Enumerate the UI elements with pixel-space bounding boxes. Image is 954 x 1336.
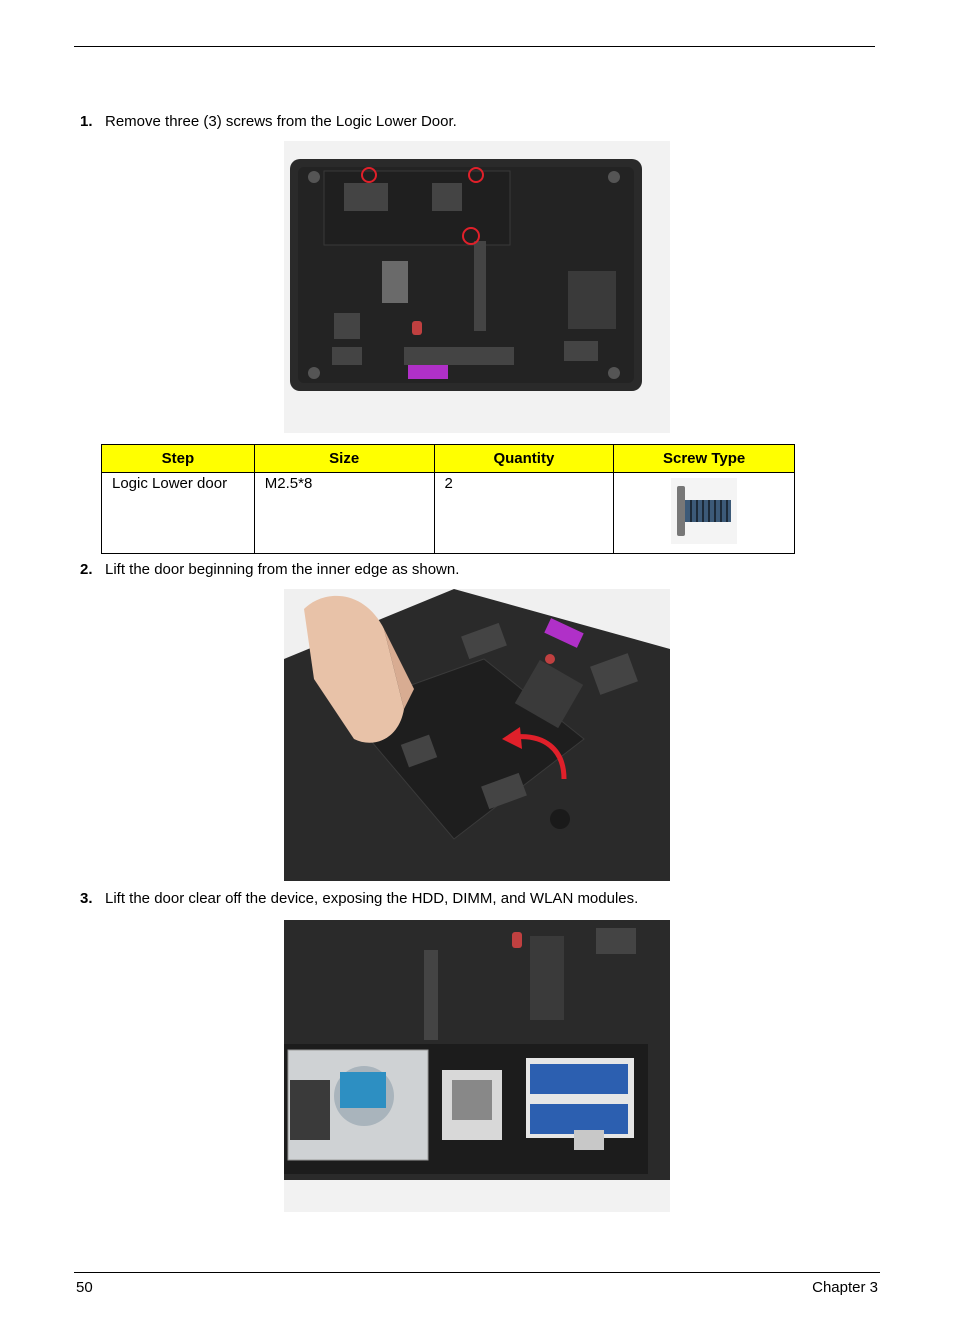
step-number: 2. [80, 561, 93, 578]
header-screw-type: Screw Type [614, 445, 795, 473]
header-step: Step [102, 445, 255, 473]
screw-table [101, 444, 795, 554]
step-text: Remove three (3) screws from the Logic Lower Door. [105, 113, 457, 130]
header-size: Size [254, 445, 434, 473]
cell-screw-type [614, 473, 795, 554]
cell-size: M2.5*8 [254, 473, 434, 554]
photo-exposed-modules [284, 920, 670, 1212]
step-number: 1. [80, 113, 93, 130]
cell-quantity: 2 [434, 473, 614, 554]
photo-lifting-door [284, 589, 670, 881]
page-number: 50 [76, 1279, 93, 1296]
step-text: Lift the door clear off the device, exposing the HDD, DIMM, and WLAN modules. [105, 890, 639, 907]
footer-rule [74, 1272, 880, 1273]
screw-image [671, 478, 737, 544]
header-quantity: Quantity [434, 445, 614, 473]
chapter-label: Chapter 3 [812, 1279, 878, 1296]
photo-laptop-bottom [284, 141, 670, 433]
table-header-row [102, 445, 795, 473]
step-number: 3. [80, 890, 93, 907]
step-2 [80, 561, 459, 579]
cell-step: Logic Lower door [102, 473, 255, 554]
step-3 [80, 890, 638, 908]
header-rule [74, 46, 875, 47]
step-text: Lift the door beginning from the inner edge as shown. [105, 561, 460, 578]
step-1 [80, 113, 457, 131]
table-row [102, 473, 795, 554]
